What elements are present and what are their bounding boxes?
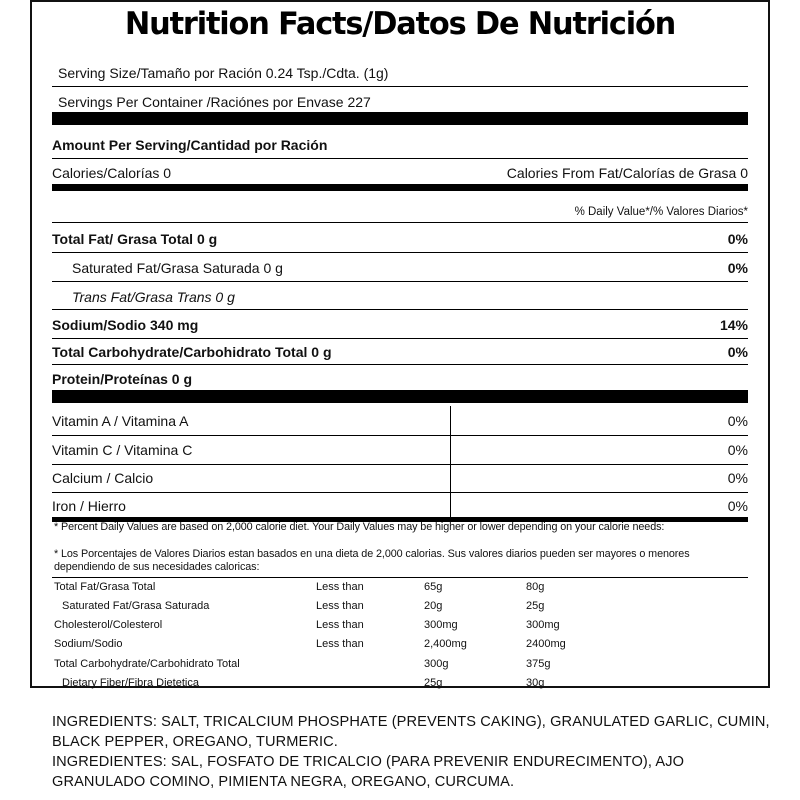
calories-from-fat: Calories From Fat/Calorías de Grasa 0	[506, 165, 748, 181]
ft-qualifier: Less than	[316, 638, 364, 650]
divider	[52, 158, 748, 159]
ft-nutrient: Total Fat/Grasa Total	[54, 581, 156, 593]
nutrient-value: 14%	[719, 317, 748, 333]
ft-nutrient: Dietary Fiber/Fibra Dietetica	[62, 677, 199, 689]
ft-2000: 300mg	[424, 619, 458, 631]
ingredients-english: INGREDIENTS: SALT, TRICALCIUM PHOSPHATE (PREVENTS CAKING), GRANULATED GARLIC, CUMIN, BLACK PEPPER, OREGANO, TURMERIC.	[52, 714, 770, 750]
ft-2500: 80g	[526, 581, 545, 593]
thick-divider	[52, 390, 748, 403]
ft-nutrient: Total Carbohydrate/Carbohidrato Total	[54, 658, 240, 670]
nutrition-label	[30, 0, 770, 688]
nutrient-row-sodium	[52, 316, 748, 334]
daily-value-header: % Daily Value*/% Valores Diarios*	[574, 206, 748, 218]
nutrient-value: 0%	[727, 344, 748, 360]
divider	[52, 338, 748, 339]
ft-nutrient: Saturated Fat/Grasa Saturada	[62, 600, 210, 612]
vitamin-value: 0%	[727, 442, 748, 458]
nutrient-label: Sodium/Sodio 340 mg	[52, 317, 199, 333]
nutrient-value: 0%	[727, 260, 748, 276]
servings-per-container: Servings Per Container /Raciónes por Envase 227	[58, 94, 371, 110]
footnote-spanish: * Los Porcentajes de Valores Diarios estan basados en una dieta de 2,000 calorias. Sus valores diarios pueden ser mayores o menores dependiendo de sus necesidades caloricas:	[54, 548, 690, 573]
divider	[52, 364, 748, 365]
divider	[52, 309, 748, 310]
vitamin-row	[52, 469, 748, 487]
ft-2500: 30g	[526, 677, 545, 689]
ft-2000: 300g	[424, 658, 449, 670]
divider	[52, 222, 748, 223]
divider	[52, 577, 748, 578]
vitamin-label: Vitamin A / Vitamina A	[52, 413, 189, 429]
vitamin-row	[52, 497, 748, 515]
vitamin-value: 0%	[727, 413, 748, 429]
divider	[52, 492, 748, 493]
nutrient-label: Total Fat/ Grasa Total 0 g	[52, 231, 218, 247]
ft-2000: 65g	[424, 581, 443, 593]
nutrient-row-protein	[52, 370, 748, 388]
vitamin-row	[52, 441, 748, 459]
ft-qualifier: Less than	[316, 600, 364, 612]
nutrient-row-trans-fat	[72, 288, 748, 306]
vitamin-label: Vitamin C / Vitamina C	[52, 442, 193, 458]
vitamin-value: 0%	[727, 470, 748, 486]
nutrient-label: Total Carbohydrate/Carbohidrato Total 0 g	[52, 344, 332, 360]
nutrient-label: Saturated Fat/Grasa Saturada 0 g	[72, 260, 283, 276]
divider	[52, 281, 748, 282]
ft-2500: 2400mg	[526, 638, 566, 650]
divider	[52, 464, 748, 465]
ft-qualifier: Less than	[316, 619, 364, 631]
nutrient-label: Protein/Proteínas 0 g	[52, 371, 193, 387]
vitamin-row	[52, 412, 748, 430]
ft-qualifier: Less than	[316, 581, 364, 593]
calories: Calories/Calorías 0	[52, 165, 172, 181]
divider	[52, 86, 748, 87]
amount-per-serving: Amount Per Serving/Cantidad por Ración	[52, 137, 328, 153]
footnote-english: * Percent Daily Values are based on 2,000 calorie diet. Your Daily Values may be higher or lower depending on your calorie needs:	[54, 521, 665, 533]
calories-row	[52, 164, 748, 182]
ft-2000: 20g	[424, 600, 443, 612]
thick-divider	[52, 112, 748, 125]
nutrient-label: Trans Fat/Grasa Trans 0 g	[72, 289, 235, 305]
nutrient-row-total-fat	[52, 230, 748, 248]
serving-size: Serving Size/Tamaño por Ración 0.24 Tsp./Cdta. (1g)	[58, 65, 389, 81]
ft-nutrient: Cholesterol/Colesterol	[54, 619, 163, 631]
ft-2000: 25g	[424, 677, 443, 689]
vitamin-label: Calcium / Calcio	[52, 470, 154, 486]
ft-2500: 25g	[526, 600, 545, 612]
ft-2500: 300mg	[526, 619, 560, 631]
divider	[52, 252, 748, 253]
vitamin-value: 0%	[727, 498, 748, 514]
nutrient-row-saturated-fat	[72, 259, 748, 277]
ft-2500: 375g	[526, 658, 551, 670]
divider	[52, 435, 748, 436]
nutrient-value: 0%	[727, 231, 748, 247]
ft-nutrient: Sodium/Sodio	[54, 638, 123, 650]
ft-2000: 2,400mg	[424, 638, 467, 650]
page-title: Nutrition Facts/Datos De Nutrición	[124, 6, 676, 42]
nutrient-row-carbohydrate	[52, 343, 748, 361]
ingredients-spanish: INGREDIENTES: SAL, FOSFATO DE TRICALCIO (PARA PREVENIR ENDURECIMENTO), AJO GRANULADO COMINO, PIMIENTA NEGRA, OREGANO, CURCUMA.	[52, 754, 685, 790]
vitamin-label: Iron / Hierro	[52, 498, 126, 514]
medium-divider	[52, 184, 748, 191]
